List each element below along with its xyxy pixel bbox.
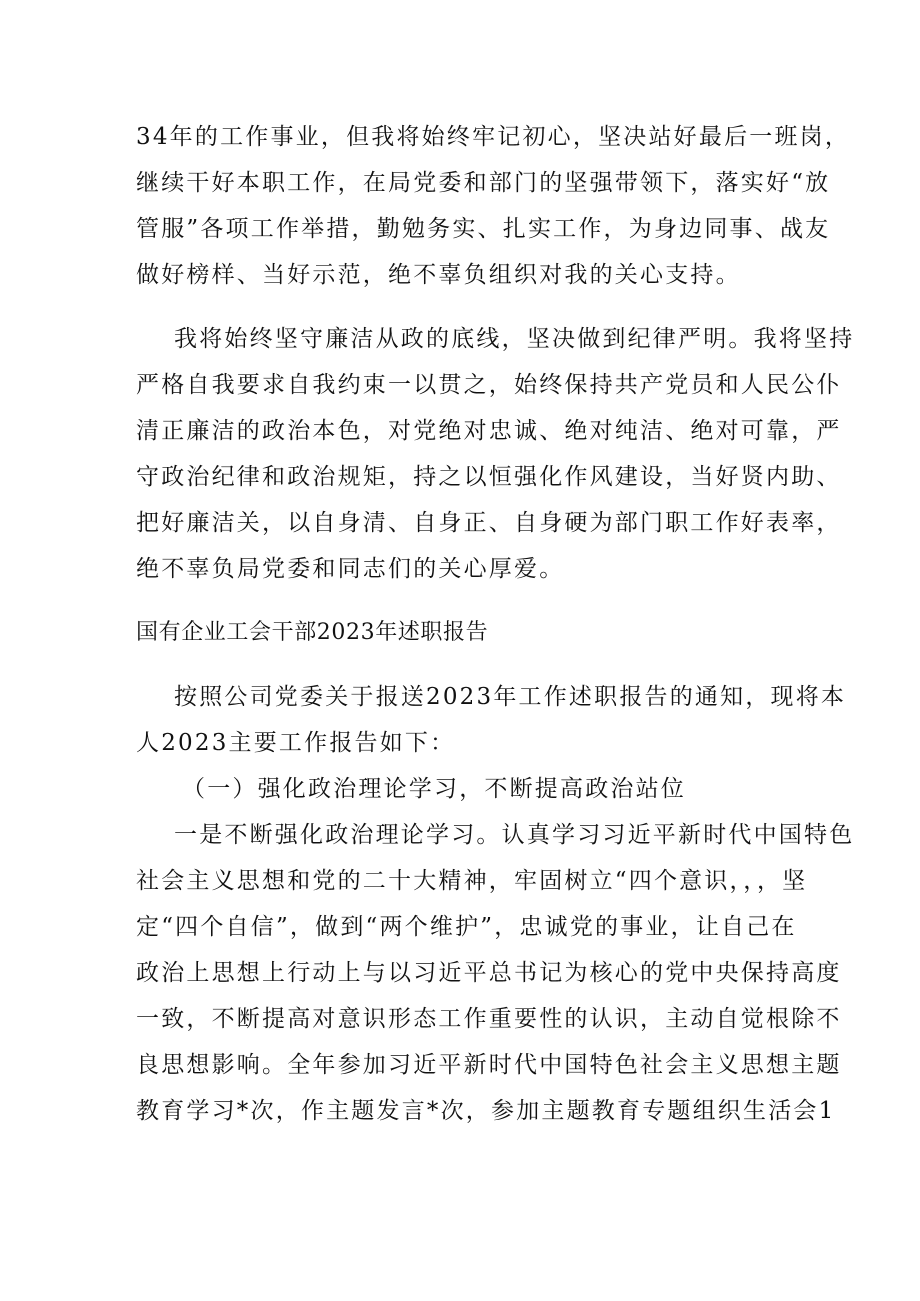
paragraph-2-line-2: 严格自我要求自我约束一以贯之，始终保持共产党员和人民公仆 xyxy=(136,372,842,398)
paragraph-3-line-1: 按照公司党委关于报送2023年工作述职报告的通知，现将本 xyxy=(174,684,847,710)
paragraph-4-line-6: 良思想影响。全年参加习近平新时代中国特色社会主义思想主题 xyxy=(136,1052,842,1078)
paragraph-1-line-3: 管服”各项工作举措，勤勉务实、扎实工作，为身边同事、战友 xyxy=(136,216,831,242)
report-title: 国有企业工会干部2023年述职报告 xyxy=(136,620,489,645)
paragraph-3-line-2: 人2023主要工作报告如下： xyxy=(136,730,456,756)
paragraph-4-line-1: 一是不断强化政治理论学习。认真学习习近平新时代中国特色 xyxy=(174,822,855,848)
paragraph-1-line-4: 做好榜样、当好示范，绝不辜负组织对我的关心支持。 xyxy=(136,262,741,288)
paragraph-2-line-5: 把好廉洁关，以自身清、自身正、自身硬为部门职工作好表率， xyxy=(136,510,842,536)
paragraph-1-line-1: 34年的工作事业，但我将始终牢记初心，坚决站好最后一班岗， xyxy=(136,124,851,150)
paragraph-4-line-4: 政治上思想上行动上与以习近平总书记为核心的党中央保持高度 xyxy=(136,960,842,986)
paragraph-4-line-2: 社会主义思想和党的二十大精神，牢固树立“四个意识，，，坚 xyxy=(136,868,808,894)
paragraph-1-line-2: 继续干好本职工作，在局党委和部门的坚强带领下，落实好“放 xyxy=(136,170,831,196)
paragraph-4-line-5: 一致，不断提高对意识形态工作重要性的认识，主动自觉根除不 xyxy=(136,1006,842,1032)
paragraph-4-line-7: 教育学习*次，作主题发言*次，参加主题教育专题组织生活会1 xyxy=(136,1098,836,1124)
section-heading: （一）强化政治理论学习，不断提高政治站位 xyxy=(182,776,686,802)
paragraph-2-line-3: 清正廉洁的政治本色，对党绝对忠诚、绝对纯洁、绝对可靠，严 xyxy=(136,418,842,444)
paragraph-2-line-6: 绝不辜负局党委和同志们的关心厚爱。 xyxy=(136,556,565,582)
paragraph-2-line-1: 我将始终坚守廉洁从政的底线，坚决做到纪律严明。我将坚持 xyxy=(174,326,855,352)
paragraph-4-line-3: 定“四个自信”，做到“两个维护”，忠诚党的事业，让自己在 xyxy=(136,914,797,940)
paragraph-2-line-4: 守政治纪律和政治规矩，持之以恒强化作风建设，当好贤内助、 xyxy=(136,464,842,490)
